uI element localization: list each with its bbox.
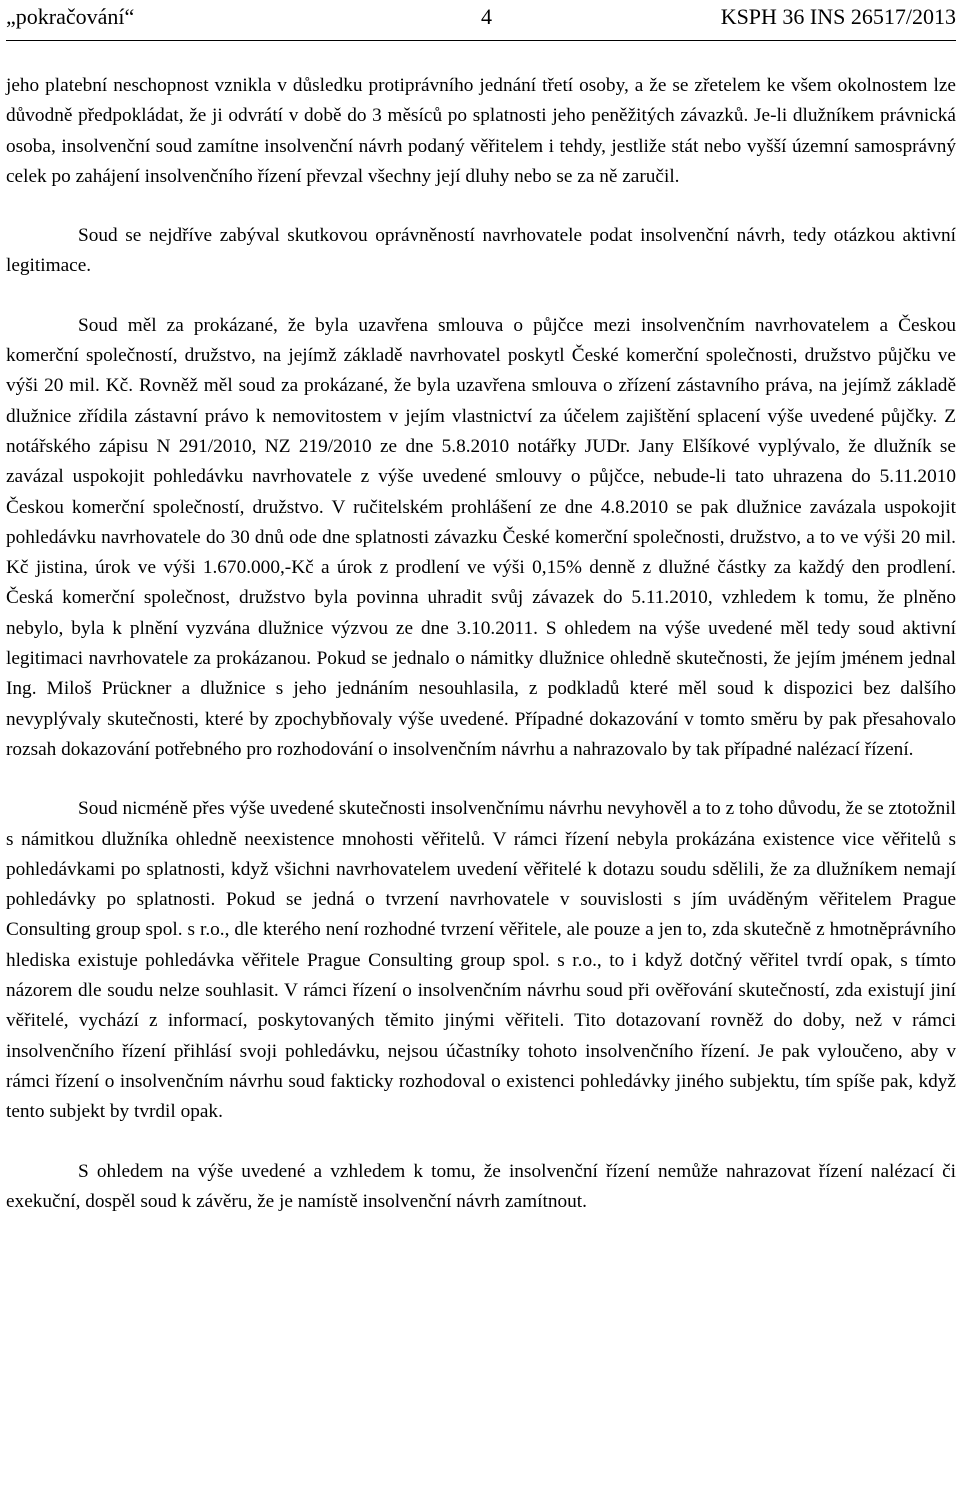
paragraph-1: jeho platební neschopnost vznikla v důsledku protiprávního jednání třetí osoby, a že se zřetelem ke všem okolnostem lze důvodně předpokládat, že ji odvrátí v době do 3 měsíců po splatnosti jeho peněžitých závazků. Je-li dlužníkem právnická osoba, insolvenční soud zamítne insolvenční návrh podaný věřitelem i tehdy, jestliže stát nebo vyšší územní samosprávný celek po zahájení insolvenčního řízení převzal všechny její dluhy nebo se za ně zaručil. [6,75,956,187]
paragraph-5: S ohledem na výše uvedené a vzhledem k tomu, že insolvenční řízení nemůže nahrazovat řízení nalézací či exekuční, dospěl soud k závěru, že je namístě insolvenční návrh zamítnout. [6,1160,956,1212]
page-number: 4 [481,4,492,29]
file-reference: KSPH 36 INS 26517/2013 [720,4,956,29]
document-body [6,71,956,1217]
continuation-label: „pokračování“ [6,4,135,29]
page-header [6,0,956,40]
header-rule [6,40,956,41]
paragraph-2: Soud se nejdříve zabýval skutkovou oprávněností navrhovatele podat insolvenční návrh, tedy otázkou aktivní legitimace. [6,225,956,277]
paragraph-3: Soud měl za prokázané, že byla uzavřena smlouva o půjčce mezi insolvenčním navrhovatelem a Českou komerční společností, družstvo, na jejímž základě navrhovatel poskytl České komerční společnosti, družstvo půjčku ve výši 20 mil. Kč. Rovněž měl soud za prokázané, že byla uzavřena smlouva o zřízení zástavního práva, na jejímž základě dlužnice zřídila zástavní právo k nemovitostem v jejím vlastnictví za účelem zajištění splacení výše uvedené půjčky. Z notářského zápisu N 291/2010, NZ 219/2010 ze dne 5.8.2010 notářky JUDr. Jany Elšíkové vyplývalo, že dlužník se zavázal uspokojit pohledávku navrhovatele z výše uvedené smlouvy o půjčce, nebude-li tato uhrazena do 5.11.2010 Českou komerční společností, družstvo. V ručitelském prohlášení ze dne 4.8.2010 se pak dlužnice zavázala uspokojit pohledávku navrhovatele do 30 dnů ode dne splatnosti závazku České komerční společnosti, družstvo, a to ve výši 20 mil. Kč jistina, úrok ve výši 1.670.000,-Kč a úrok z prodlení ve výši 0,15% denně z dlužné částky za každý den prodlení. Česká komerční společnost, družstvo byla povinna uhradit svůj závazek do 5.11.2010, vzhledem k tomu, že plněno nebylo, byla k plnění vyzvána dlužnice výzvou ze dne 3.10.2011. S ohledem na výše uvedené měl tedy soud aktivní legitimaci navrhovatele za prokázanou. Pokud se jednalo o námitky dlužnice ohledně skutečnosti, že jejím jménem jednal Ing. Miloš Prückner a dlužnice s jeho jednáním nesouhlasila, z podkladů které měl soud k dispozici bez dalšího nevyplývaly skutečnosti, které by zpochybňovaly výše uvedené. Případné dokazování v tomto směru by pak přesahovalo rozsah dokazování potřebného pro rozhodování o insolvenčním návrhu a nahrazovalo by tak případné nalézací řízení. [6,314,956,760]
paragraph-4: Soud nicméně přes výše uvedené skutečnosti insolvenčnímu návrhu nevyhověl a to z toho důvodu, že se ztotožnil s námitkou dlužníka ohledně neexistence mnohosti věřitelů. V rámci řízení nebyla prokázána existence vice věřitelů s pohledávkami po splatnosti, když všichni navrhovatelem uvedení věřitelé k dotazu soudu sdělili, že za dlužníkem nemají pohledávky po splatnosti. Pokud se jedná o tvrzení navrhovatele v souvislosti s jím uváděným věřitelem Prague Consulting group spol. s r.o., dle kterého není rozhodné tvrzení věřitele, ale pouze a jen to, zda skutečně z hmotněprávního hlediska existuje pohledávka věřitele Prague Consulting group spol. s r.o., to i když dotčný věřitel tvrdí opak, s tímto názorem dle soudu nelze souhlasit. V rámci řízení o insolvenčním návrhu soud při ověřování skutečností, zda existují jiní věřitelé, vychází z informací, poskytovaných těmito jinými věřiteli. Tito dotazovaní rovněž do doby, než v rámci insolvenčního řízení přihlásí svoji pohledávku, nejsou účastníky tohoto insolvenčního řízení. Je pak vyloučeno, aby v rámci řízení o insolvenčním návrhu soud fakticky rozhodoval o existenci pohledávky jiného subjektu, tím spíše pak, když tento subjekt by tvrdil opak. [6,798,956,1123]
document-page [6,0,956,1217]
